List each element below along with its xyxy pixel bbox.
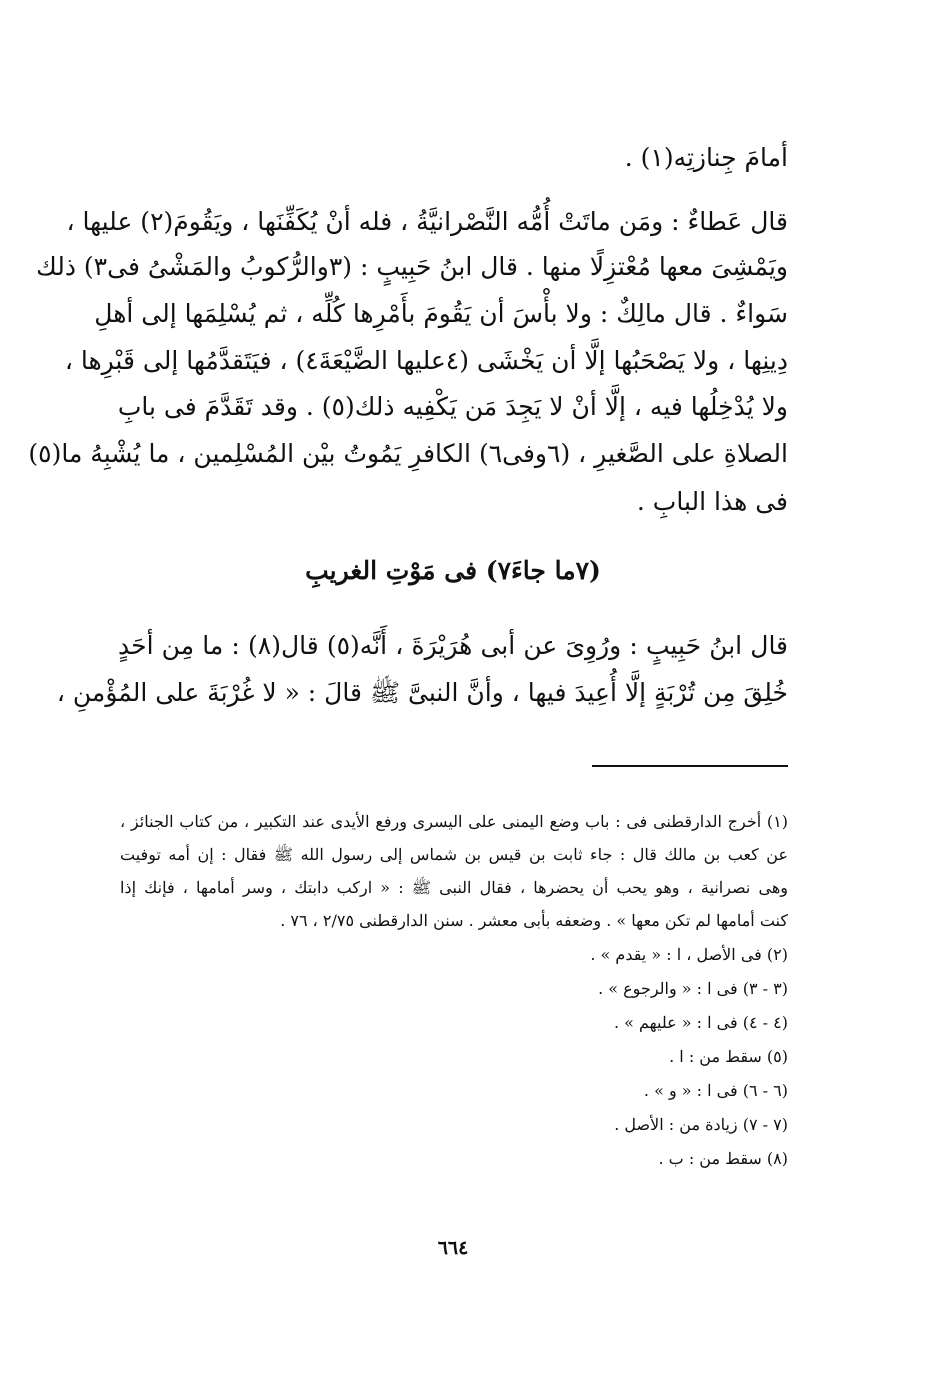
footnote-line: (٣ - ٣) فى ا : « والرجوع » . xyxy=(598,979,788,998)
text-line: خُلِقَ مِن تُرْبَةٍ إلَّا أُعِيدَ فيها ، وأنَّ النبىَّ ﷺ قالَ : « لا غُرْبَةَ على المُؤْمنِ ، xyxy=(56,678,788,707)
text-line: الصلاةِ على الصَّغيرِ ، (٦وفى٦) الكافرِ يَمُوتُ بيْن المُسْلِمين ، ما يُشْبِهُ ما(٥) xyxy=(28,439,788,468)
footnote-line: (٢) فى الأصل ، ا : « يقدم » . xyxy=(590,945,788,964)
text-line: ويَمْشِىَ معها مُعْتزِلًا منها . قال ابنُ حَبِيبٍ : (٣والرُّكوبُ والمَشْىُ فى٣) ذلك xyxy=(36,252,788,281)
text-line: قال ابنُ حَبِيبٍ : ورُوِىَ عن أبى هُرَيْرَةَ ، أَنَّه(٥) قال(٨) : ما مِن أحَدٍ xyxy=(118,631,789,660)
footnote-line: (٥) سقط من : ا . xyxy=(669,1047,788,1066)
footnote-line: (١) أخرج الدارقطنى فى : باب وضع اليمنى على اليسرى ورفع الأيدى عند التكبير ، من كتاب الجنائز ، xyxy=(120,812,788,831)
text-line: دِينِها ، ولا يَصْحَبُها إلَّا أن يَخْشَى (٤عليها الضَّيْعَةَ٤) ، فيَتَقدَّمُها إلى قَبْرِها ، xyxy=(64,346,788,375)
page-number: ٦٦٤ xyxy=(437,1237,469,1259)
footnote-line: وهى نصرانية ، وهو يحب أن يحضرها ، فقال النبى ﷺ : « اركب دابتك ، وسر أمامها ، فإنك إذا xyxy=(120,878,788,897)
text-line: ولا يُدْخِلُها فيه ، إلَّا أنْ لا يَجِدَ مَن يَكْفِيه ذلك(٥) . وقد تَقَدَّمَ فى بابِ xyxy=(117,392,788,421)
footnote-line: (٨) سقط من : ب . xyxy=(658,1149,788,1168)
text-line: سَواءٌ . قال مالِكٌ : ولا بأْسَ أن يَقُومَ بأَمْرِها كُلِّه ، ثم يُسْلِمَها إلى أهلِ xyxy=(94,299,788,328)
footnote-line: (٧ - ٧) زيادة من : الأصل . xyxy=(614,1115,788,1134)
footnote-separator xyxy=(592,765,788,767)
text-line: قال عَطاءٌ : ومَن ماتَتْ أُمُّه النَّصْرانيَّةُ ، فله أنْ يُكَفِّنَها ، ويَقُومَ(٢) عليها ، xyxy=(66,207,788,236)
section-heading: (٧ما جاءَ٧) فى مَوْتِ الغريبِ xyxy=(305,556,601,585)
text-line: أمامَ جِنازتِه(١) . xyxy=(624,143,788,172)
footnote-line: (٦ - ٦) فى ا : « و » . xyxy=(643,1081,788,1100)
text-line: فى هذا البابِ . xyxy=(636,487,788,516)
footnote-line: عن كعب بن مالك قال : جاء ثابت بن قيس بن شماس إلى رسول الله ﷺ فقال : إن أمه توفيت xyxy=(120,845,788,864)
footnote-line: (٤ - ٤) فى ا : « عليهم » . xyxy=(613,1013,788,1032)
footnote-line: كنت أمامها لم تكن معها » . وضعفه بأبى معشر . سنن الدارقطنى ٢/٧٥ ، ٧٦ . xyxy=(280,911,788,930)
